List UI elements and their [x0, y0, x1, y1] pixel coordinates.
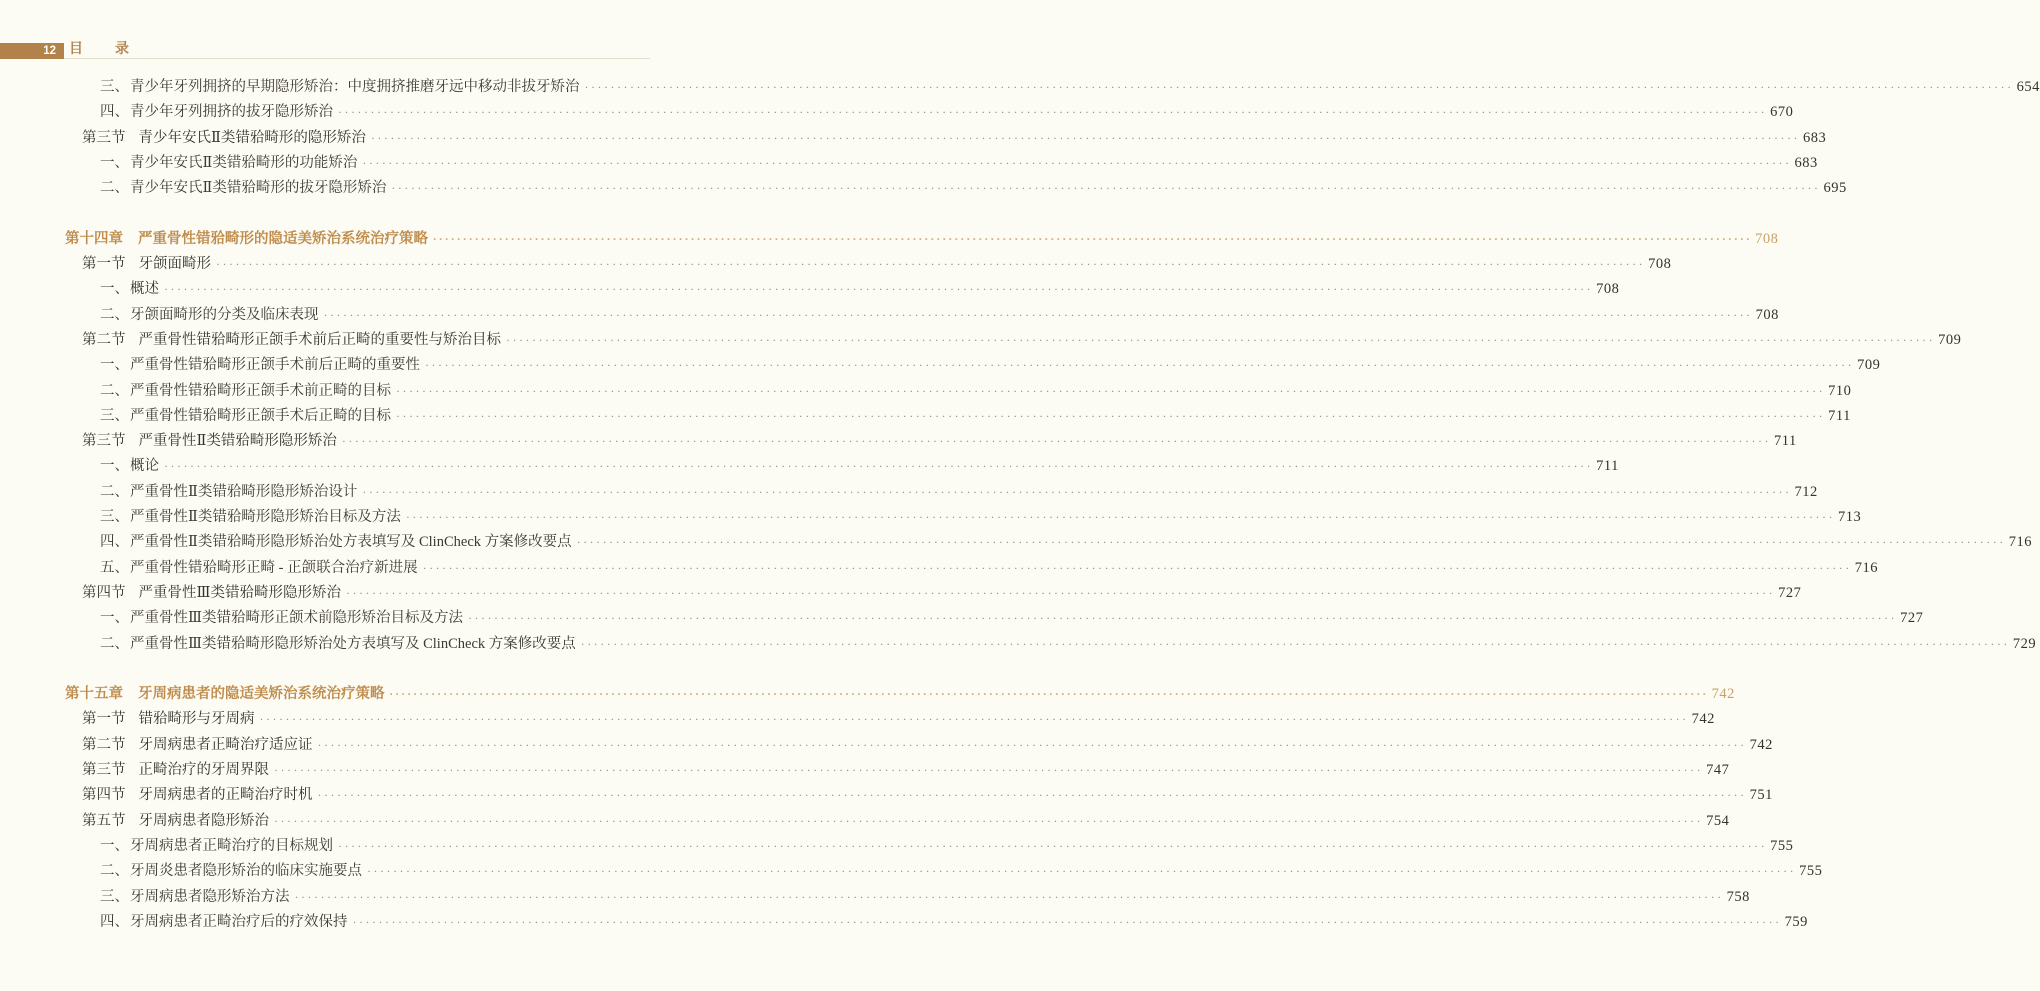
toc-entry-label: 第四节 — [82, 584, 126, 601]
toc-leader-dots: ···························································································································································································································· — [164, 282, 1594, 297]
toc-entry-title: 青少年安氏Ⅱ类错𬌗畸形的拔牙隐形矫治 — [130, 180, 387, 197]
toc-entry-page: 758 — [1726, 888, 1750, 905]
toc-entry-page: 716 — [1854, 559, 1878, 576]
toc-leader-dots: ···························································································································································································································· — [259, 712, 1689, 727]
toc-entry-title: 牙周病患者正畸治疗后的疗效保持 — [130, 913, 348, 930]
toc-entry-label: 第四节 — [82, 787, 126, 804]
toc-leader-dots: ···························································································································································································································· — [396, 383, 1826, 398]
toc-entry-title: 严重骨性Ⅱ类错𬌗畸形隐形矫治设计 — [130, 483, 358, 500]
toc-leader-dots: ···························································································································································································································· — [164, 459, 1594, 474]
toc-entry-title: 青少年安氏Ⅱ类错𬌗畸形的隐形矫治 — [138, 129, 366, 146]
toc-entry-title: 牙颌面畸形的分类及临床表现 — [130, 306, 319, 323]
toc-leader-dots: ···························································································································································································································· — [362, 484, 1792, 499]
toc-leader-dots: ···························································································································································································································· — [362, 155, 1792, 170]
toc-entry — [65, 176, 1847, 201]
toc-leader-dots: ···························································································································································································································· — [370, 130, 1800, 145]
toc-entry — [65, 910, 1808, 935]
toc-entry-title: 严重骨性错𬌗畸形的隐适美矫治系统治疗策略 — [138, 230, 428, 247]
toc-entry-title: 严重骨性错𬌗畸形正畸 - 正颌联合治疗新进展 — [130, 559, 418, 576]
toc-entry-label: 第三节 — [82, 129, 126, 146]
toc-leader-dots: ···························································································································································································································· — [323, 307, 1753, 322]
toc-entry-title: 青少年牙列拥挤的早期隐形矫治：中度拥挤推磨牙远中移动非拔牙矫治 — [130, 79, 580, 95]
toc-leader-dots: ···························································································································································································································· — [352, 914, 1782, 929]
toc-entry-label: 二、 — [100, 382, 129, 399]
toc-leader-dots: ···························································································································································································································· — [216, 257, 1646, 272]
toc-leader-dots: ···························································································································································································································· — [345, 585, 1776, 600]
toc-entry-page: 708 — [1596, 281, 1620, 298]
toc-entry — [65, 328, 1962, 353]
toc-entry — [65, 151, 1818, 176]
toc-entry-title: 严重骨性错𬌗畸形正颌手术后正畸的目标 — [130, 407, 391, 424]
toc-leader-dots: ···························································································································································································································· — [467, 611, 1898, 626]
toc-entry-page: 742 — [1691, 711, 1715, 728]
toc-entry — [65, 353, 1881, 378]
toc-entry-page: 708 — [1755, 230, 1779, 247]
toc-entry-title: 正畸治疗的牙周界限 — [138, 762, 269, 779]
toc-entry-title: 严重骨性错𬌗畸形正颌手术前后正畸的重要性 — [130, 357, 420, 374]
toc-entry-page: 755 — [1770, 837, 1794, 854]
toc-entry — [65, 885, 1750, 910]
toc-entry — [65, 859, 1823, 884]
toc-leader-dots: ···························································································································································································································· — [341, 434, 1771, 449]
toc-entry-page: 713 — [1838, 509, 1862, 526]
toc-entry-page: 716 — [2008, 534, 2033, 551]
toc-entry-label: 一、 — [100, 610, 129, 627]
toc-leader-dots: ···························································································································································································································· — [506, 332, 1936, 347]
toc-leader-dots: ···························································································································································································································· — [274, 813, 1704, 828]
toc-entry-label: 第五节 — [82, 812, 126, 829]
toc-leader-dots: ···························································································································································································································· — [433, 231, 1753, 246]
toc-leader-dots: ···························································································································································································································· — [338, 105, 1768, 120]
toc-entry-label: 一、 — [100, 357, 129, 374]
toc-leader-dots: ···························································································································································································································· — [396, 408, 1826, 423]
toc-entry — [65, 505, 1862, 530]
toc-entry-label: 三、 — [100, 79, 129, 95]
toc-entry — [65, 75, 2040, 100]
toc-leader-dots: ···························································································································································································································· — [338, 838, 1768, 853]
toc-entry-label: 三、 — [100, 888, 129, 905]
toc-entry — [65, 682, 1735, 707]
toc-entry-page: 747 — [1706, 762, 1730, 779]
toc-entry-page: 709 — [1938, 331, 1962, 348]
toc-entry-label: 第十四章 — [65, 230, 123, 247]
toc-entry-title: 青少年牙列拥挤的拔牙隐形矫治 — [130, 104, 333, 121]
toc-list — [65, 75, 2040, 935]
toc-entry-label: 二、 — [100, 180, 129, 197]
page-title: 目 录 — [69, 42, 138, 57]
toc-entry-title: 严重骨性Ⅱ类错𬌗畸形隐形矫治目标及方法 — [130, 509, 401, 526]
toc-entry-label: 一、 — [100, 458, 129, 475]
toc-entry-page: 683 — [1794, 154, 1818, 171]
toc-entry-title: 牙周病患者的隐适美矫治系统治疗策略 — [138, 686, 385, 703]
toc-entry — [65, 606, 1924, 631]
toc-entry-page: 711 — [1596, 458, 1619, 475]
toc-entry — [65, 277, 1620, 302]
toc-entry-title: 青少年安氏Ⅱ类错𬌗畸形的功能矫治 — [130, 154, 358, 171]
toc-entry-label: 二、 — [100, 306, 129, 323]
toc-entry-title: 牙周炎患者隐形矫治的临床实施要点 — [130, 863, 362, 880]
toc-leader-dots: ···························································································································································································································· — [274, 763, 1704, 778]
toc-entry — [65, 100, 1794, 125]
page-header — [0, 0, 730, 62]
toc-entry — [65, 404, 1851, 429]
toc-entry — [65, 733, 1773, 758]
toc-entry-title: 牙周病患者正畸治疗的目标规划 — [130, 837, 333, 854]
toc-entry-label: 二、 — [100, 863, 129, 880]
toc-entry-title: 牙周病患者的正畸治疗时机 — [138, 787, 313, 804]
toc-entry-title: 错𬌗畸形与牙周病 — [138, 711, 255, 728]
toc-entry-page: 727 — [1778, 584, 1802, 601]
toc-leader-dots: ···························································································································································································································· — [391, 181, 1821, 196]
toc-entry-title: 牙周病患者隐形矫治 — [138, 812, 269, 829]
toc-entry-page: 755 — [1799, 863, 1823, 880]
toc-entry-page: 759 — [1784, 913, 1808, 930]
toc-entry — [65, 758, 1730, 783]
toc-entry — [65, 809, 1730, 834]
page-number: 12 — [43, 45, 56, 57]
toc-entry — [65, 126, 1827, 151]
toc-entry-label: 第三节 — [82, 762, 126, 779]
toc-entry-title: 概论 — [130, 458, 159, 475]
toc-entry — [65, 834, 1794, 859]
toc-entry-label: 三、 — [100, 509, 129, 526]
toc-entry — [65, 303, 1779, 328]
toc-entry-label: 第十五章 — [65, 686, 123, 703]
toc-entry-page: 727 — [1900, 610, 1924, 627]
toc-leader-dots: ···························································································································································································································· — [422, 560, 1852, 575]
toc-entry-label: 一、 — [100, 837, 129, 854]
toc-entry-label: 一、 — [100, 281, 129, 298]
toc-entry-label: 第二节 — [82, 331, 126, 348]
toc-entry-page: 729 — [2012, 635, 2037, 652]
toc-leader-dots: ···························································································································································································································· — [367, 864, 1797, 879]
toc-entry — [65, 480, 1818, 505]
toc-entry-label: 二、 — [100, 635, 129, 652]
toc-leader-dots: ···························································································································································································································· — [405, 510, 1835, 525]
toc-entry-label: 一、 — [100, 154, 129, 171]
toc-entry-page: 670 — [1770, 104, 1794, 121]
toc-entry-page: 711 — [1774, 433, 1797, 450]
toc-entry-page: 711 — [1828, 407, 1851, 424]
toc-entry — [65, 581, 1802, 606]
toc-entry-title: 严重骨性Ⅱ类错𬌗畸形隐形矫治处方表填写及 ClinCheck 方案修改要点 — [130, 534, 572, 551]
toc-entry — [65, 707, 1715, 732]
toc-entry-label: 第一节 — [82, 711, 126, 728]
toc-entry-label: 四、 — [100, 104, 129, 121]
toc-entry-title: 严重骨性Ⅱ类错𬌗畸形隐形矫治 — [138, 433, 337, 450]
toc-entry-page: 710 — [1828, 382, 1852, 399]
toc-entry-title: 严重骨性Ⅲ类错𬌗畸形隐形矫治 — [138, 584, 341, 601]
toc-entry — [65, 632, 2037, 657]
toc-leader-dots: ···························································································································································································································· — [425, 358, 1855, 373]
toc-entry-title: 概述 — [130, 281, 159, 298]
toc-entry-page: 683 — [1803, 129, 1827, 146]
toc-entry-title: 牙颌面畸形 — [138, 256, 211, 273]
toc-entry-title: 严重骨性错𬌗畸形正颌手术前后正畸的重要性与矫治目标 — [138, 331, 501, 348]
toc-entry — [65, 227, 1779, 252]
toc-entry — [65, 454, 1619, 479]
page-number-badge — [0, 43, 64, 59]
toc-entry — [65, 556, 1878, 581]
toc-entry-title: 严重骨性Ⅲ类错𬌗畸形隐形矫治处方表填写及 ClinCheck 方案修改要点 — [130, 635, 576, 652]
toc-leader-dots: ···························································································································································································································· — [317, 788, 1747, 803]
toc-entry-page: 654 — [2016, 79, 2040, 95]
toc-leader-dots: ···························································································································································································································· — [580, 636, 2010, 651]
toc-entry — [65, 429, 1797, 454]
toc-entry-page: 742 — [1711, 686, 1735, 703]
toc-entry-label: 第一节 — [82, 256, 126, 273]
toc-leader-dots: ···························································································································································································································· — [576, 535, 2006, 550]
toc-leader-dots: ···························································································································································································································· — [317, 737, 1747, 752]
toc-entry-page: 712 — [1794, 483, 1818, 500]
toc-entry-label: 四、 — [100, 913, 129, 930]
toc-entry-label: 二、 — [100, 483, 129, 500]
toc-entry-page: 742 — [1749, 736, 1773, 753]
toc-entry-label: 四、 — [100, 534, 129, 551]
toc-entry — [65, 530, 2033, 555]
toc-entry-title: 严重骨性错𬌗畸形正颌手术前正畸的目标 — [130, 382, 391, 399]
toc-entry-page: 708 — [1648, 256, 1672, 273]
toc-entry-page: 695 — [1823, 180, 1847, 197]
toc-entry-page: 708 — [1755, 306, 1779, 323]
toc-entry-page: 754 — [1706, 812, 1730, 829]
toc-entry-label: 第三节 — [82, 433, 126, 450]
toc-entry-title: 严重骨性Ⅲ类错𬌗畸形正颌术前隐形矫治目标及方法 — [130, 610, 463, 627]
toc-entry-page: 751 — [1749, 787, 1773, 804]
toc-entry-label: 三、 — [100, 407, 129, 424]
toc-entry-page: 709 — [1857, 357, 1881, 374]
toc-entry — [65, 379, 1852, 404]
toc-leader-dots: ···························································································································································································································· — [584, 80, 2014, 94]
toc-entry — [65, 252, 1672, 277]
toc-entry-label: 五、 — [100, 559, 129, 576]
toc-entry-label: 第二节 — [82, 736, 126, 753]
toc-leader-dots: ···························································································································································································································· — [389, 687, 1709, 702]
toc-leader-dots: ···························································································································································································································· — [294, 889, 1724, 904]
toc-entry-title: 牙周病患者隐形矫治方法 — [130, 888, 290, 905]
toc-entry — [65, 783, 1773, 808]
toc-entry-title: 牙周病患者正畸治疗适应证 — [138, 736, 313, 753]
